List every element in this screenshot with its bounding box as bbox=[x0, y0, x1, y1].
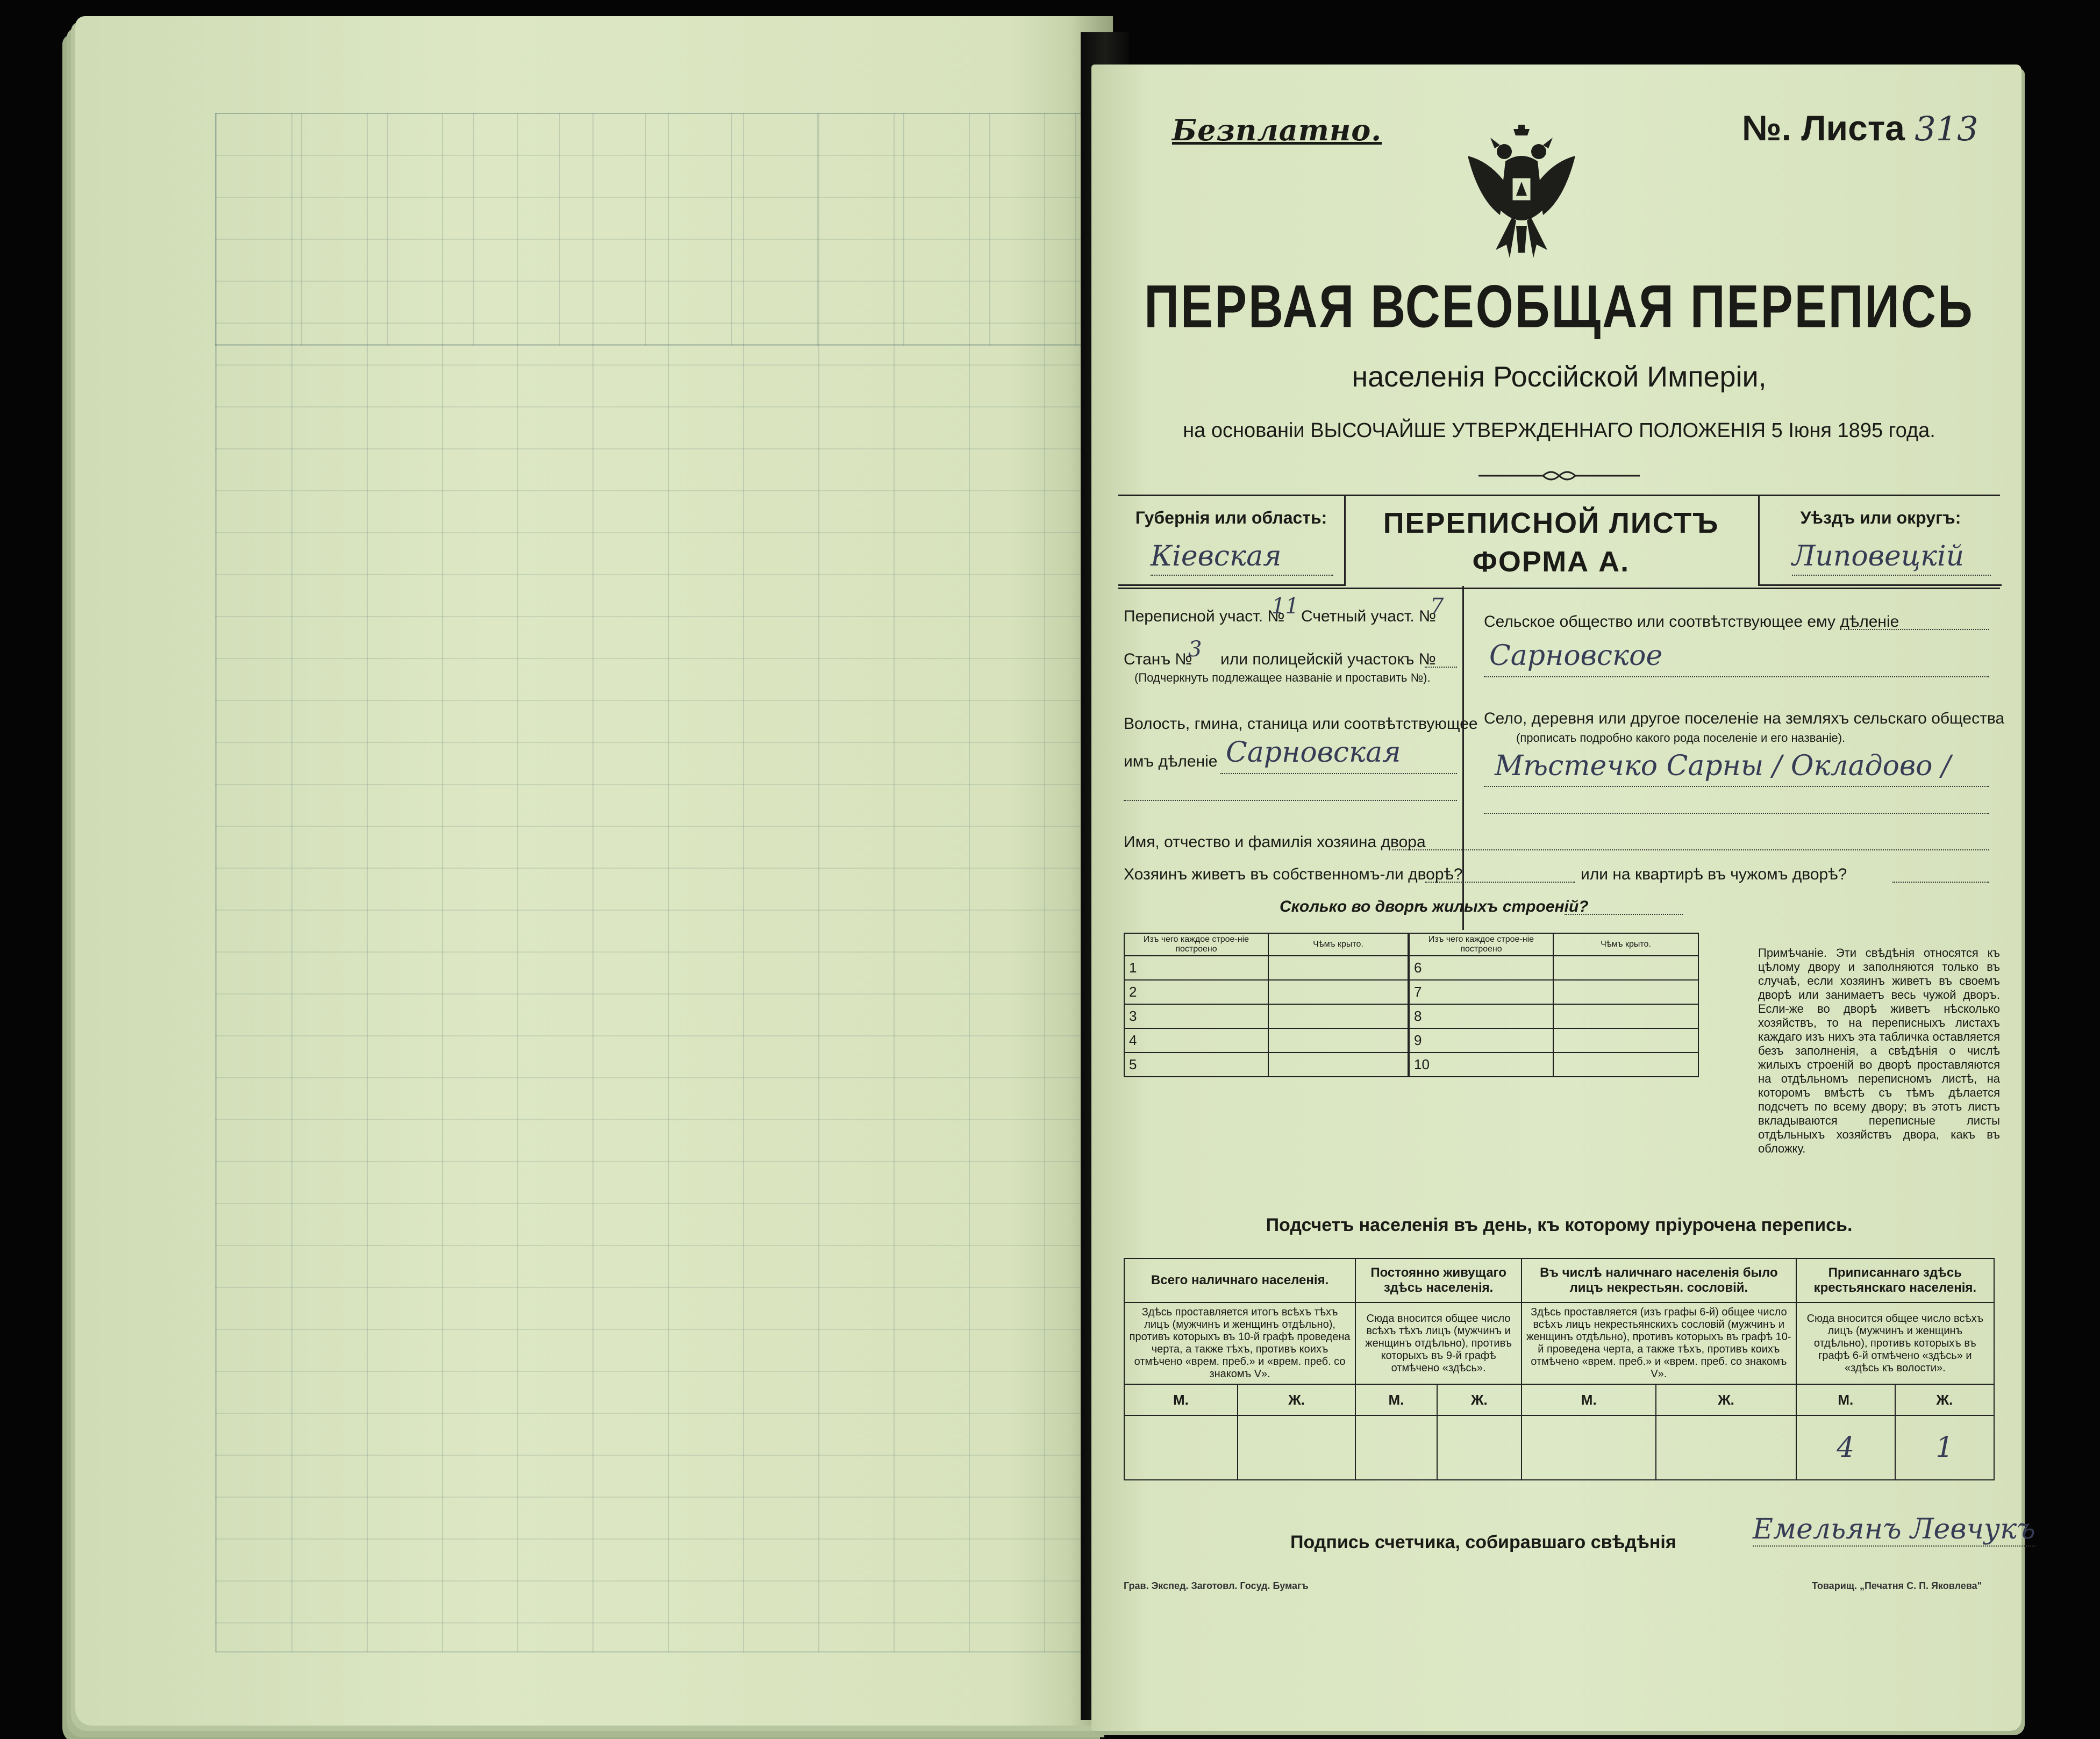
owner-label: Имя, отчество и фамилія хозяина двора bbox=[1124, 833, 1426, 851]
ornament-divider-icon bbox=[1473, 468, 1645, 484]
buildings-count-field[interactable] bbox=[1565, 914, 1683, 915]
buildings-col-material: Изъ чего каждое строе-ніе построено bbox=[1409, 933, 1553, 956]
imperial-eagle-icon bbox=[1462, 124, 1581, 263]
police-label: или полицейскій участокъ № bbox=[1220, 650, 1436, 668]
population-col-head: Постоянно живущаго здѣсь населенія. bbox=[1355, 1258, 1522, 1303]
society-value[interactable]: Сарновское bbox=[1489, 640, 1663, 672]
population-table bbox=[1124, 1258, 1995, 1480]
table-row bbox=[1409, 956, 1698, 980]
province-label: Губернія или область: bbox=[1135, 508, 1327, 527]
table-row bbox=[1124, 1004, 1408, 1028]
owner-own-field[interactable] bbox=[1425, 882, 1575, 883]
volost-field-extra[interactable] bbox=[1124, 800, 1457, 801]
province-cell bbox=[1118, 496, 1346, 586]
roof-cell[interactable] bbox=[1553, 1028, 1698, 1053]
buildings-col-roof: Чѣмъ крыто. bbox=[1553, 933, 1698, 956]
form-header-box bbox=[1118, 495, 2000, 589]
count-section-label: Счетный участ. № bbox=[1301, 607, 1437, 625]
volost-label-2: имъ дѣленіе bbox=[1124, 753, 1218, 770]
stan-label: Станъ № bbox=[1124, 650, 1192, 668]
row-number: 9 bbox=[1409, 1028, 1553, 1053]
sheet-number-value: 313 bbox=[1915, 109, 1978, 148]
table-row bbox=[1409, 1053, 1698, 1077]
table-row bbox=[1409, 980, 1698, 1004]
resident-female-value[interactable] bbox=[1437, 1415, 1522, 1480]
village-label: Село, деревня или другое поселеніе на земляхъ сельскаго общества bbox=[1484, 710, 2005, 727]
table-row bbox=[1124, 1053, 1408, 1077]
census-section-value[interactable]: 11 bbox=[1272, 594, 1299, 619]
roof-cell[interactable] bbox=[1553, 956, 1698, 980]
male-label: М. bbox=[1124, 1384, 1238, 1415]
free-label: Безплатно. bbox=[1172, 113, 1382, 147]
total-male-value[interactable] bbox=[1124, 1415, 1238, 1480]
table-row bbox=[1124, 980, 1408, 1004]
owner-rent-field[interactable] bbox=[1892, 882, 1989, 883]
population-col-head: Приписаннаго здѣсь крестьянскаго населенія. bbox=[1796, 1258, 1994, 1303]
population-col-head: Въ числѣ наличнаго населенія было лицъ некрестьян. сословій. bbox=[1522, 1258, 1796, 1303]
row-number: 6 bbox=[1409, 956, 1553, 980]
row-number: 10 bbox=[1409, 1053, 1553, 1077]
district-value[interactable]: Липовецкій bbox=[1792, 540, 1991, 576]
form-main-title: ПЕРВАЯ ВСЕОБЩАЯ ПЕРЕПИСЬ bbox=[1144, 273, 1974, 341]
roof-cell[interactable] bbox=[1268, 1053, 1408, 1077]
roof-cell[interactable] bbox=[1268, 956, 1408, 980]
row-number: 7 bbox=[1409, 980, 1553, 1004]
form-legal-basis: на основаніи ВЫСОЧАЙШЕ УТВЕРЖДЕННАГО ПОЛОЖЕНІЯ 5 Іюня 1895 года. bbox=[1183, 419, 1935, 442]
village-field[interactable] bbox=[1484, 786, 1989, 787]
owner-question-rent: или на квартирѣ въ чужомъ дворѣ? bbox=[1581, 865, 1847, 883]
population-section-title: Подсчетъ населенія въ день, къ которому пріурочена перепись. bbox=[1266, 1215, 1853, 1235]
roof-cell[interactable] bbox=[1268, 980, 1408, 1004]
village-hint: (прописать подробно какого рода поселеніе и его названіе). bbox=[1516, 731, 1846, 745]
peasant-male-value[interactable]: 4 bbox=[1796, 1415, 1895, 1480]
female-label: Ж. bbox=[1895, 1384, 1994, 1415]
left-page bbox=[75, 16, 1113, 1726]
census-form bbox=[1118, 108, 2035, 1602]
male-label: М. bbox=[1522, 1384, 1656, 1415]
volost-field[interactable] bbox=[1220, 773, 1457, 774]
male-label: М. bbox=[1355, 1384, 1437, 1415]
roof-cell[interactable] bbox=[1268, 1028, 1408, 1053]
sheet-number-label: №. Листа bbox=[1742, 108, 1905, 148]
roof-cell[interactable] bbox=[1553, 1053, 1698, 1077]
female-label: Ж. bbox=[1238, 1384, 1355, 1415]
society-field[interactable] bbox=[1484, 676, 1989, 677]
row-number: 5 bbox=[1124, 1053, 1268, 1077]
buildings-table-right bbox=[1409, 933, 1699, 1077]
village-value[interactable]: Мѣстечко Сарны / Окладово / bbox=[1495, 750, 1951, 782]
imprint-left: Грав. Экспед. Заготовл. Госуд. Бумагъ bbox=[1124, 1580, 1309, 1591]
enumerator-signature-value[interactable]: Емельянъ Левчукъ bbox=[1753, 1513, 2035, 1545]
buildings-question: Сколько во дворѣ жилыхъ строеній? bbox=[1280, 898, 1589, 915]
society-field-top[interactable] bbox=[1844, 629, 1989, 630]
volost-value[interactable]: Сарновская bbox=[1226, 736, 1401, 769]
table-row bbox=[1124, 956, 1408, 980]
form-title-line1: ПЕРЕПИСНОЙ ЛИСТЪ bbox=[1383, 507, 1719, 539]
table-row bbox=[1409, 1004, 1698, 1028]
population-col-desc: Сюда вносится общее число всѣхъ тѣхъ лицъ (мужчинъ и женщинъ отдѣльно), противъ которыхъ въ 9-й графѣ отмѣчено «здѣсь». bbox=[1355, 1303, 1522, 1384]
population-col-head: Всего наличнаго населенія. bbox=[1124, 1258, 1355, 1303]
buildings-table-left bbox=[1124, 933, 1409, 1077]
buildings-note: Примѣчаніе. Эти свѣдѣнія относятся къ цѣлому двору и заполняются только въ случаѣ, если хозяинъ живетъ въ своемъ дворѣ или занимаетъ весь чужой дворъ. Если-же во дворѣ живетъ нѣсколько хозяйствъ, то на переписныхъ листахъ каждаго изъ нихъ эта табличка оставляется безъ заполненія, а свѣдѣнія о числѣ жилыхъ строеній во дворѣ проставляются на отдѣльномъ переписномъ листѣ, на которомъ вмѣстѣ съ тѣмъ дѣлается подсчетъ по всему двору; въ этотъ листъ вкладываются переписные листы отдѣльныхъ хозяйствъ двора, какъ въ обложку. bbox=[1758, 946, 2000, 1155]
row-number: 1 bbox=[1124, 956, 1268, 980]
society-label: Сельское общество или соотвѣтствующее ему дѣленіе bbox=[1484, 613, 1899, 631]
population-col-desc: Здѣсь проставляется итогъ всѣхъ тѣхъ лицъ (мужчинъ и женщинъ отдѣльно), противъ которыхъ въ 10-й графѣ проведена черта, а также тѣхъ, противъ коихъ отмѣчено «врем. преб.» и «врем. преб. со знакомъ V». bbox=[1124, 1303, 1355, 1384]
district-cell bbox=[1758, 496, 2002, 586]
village-field-extra[interactable] bbox=[1484, 813, 1989, 814]
volost-label-1: Волость, гмина, станица или соотвѣтствующее bbox=[1124, 715, 1478, 733]
form-title-line2: ФОРМА А. bbox=[1472, 546, 1630, 578]
owner-question-own: Хозяинъ живетъ въ собственномъ-ли дворѣ? bbox=[1124, 865, 1463, 883]
sheet-number bbox=[1742, 108, 1978, 148]
count-section-value[interactable]: 7 bbox=[1430, 594, 1444, 619]
owner-field[interactable] bbox=[1392, 849, 1989, 850]
resident-male-value[interactable] bbox=[1355, 1415, 1437, 1480]
form-subtitle: населенія Россійской Имперіи, bbox=[1352, 361, 1767, 393]
female-label: Ж. bbox=[1656, 1384, 1796, 1415]
stan-hint: (Подчеркнуть подлежащее названіе и проставить №). bbox=[1134, 671, 1431, 684]
roof-cell[interactable] bbox=[1268, 1004, 1408, 1028]
row-number: 4 bbox=[1124, 1028, 1268, 1053]
census-section-label: Переписной участ. № bbox=[1124, 607, 1285, 625]
stan-value[interactable]: 3 bbox=[1188, 637, 1202, 662]
table-row bbox=[1124, 1028, 1408, 1053]
police-field[interactable] bbox=[1425, 667, 1457, 668]
female-label: Ж. bbox=[1437, 1384, 1522, 1415]
population-col-desc: Сюда вносится общее число всѣхъ лицъ (мужчинъ и женщинъ отдѣльно), противъ которыхъ въ графѣ 6-й отмѣчено «здѣсь» и «здѣсь къ волости». bbox=[1796, 1303, 1994, 1384]
peasant-female-value[interactable]: 1 bbox=[1895, 1415, 1994, 1480]
non-peasant-female-value[interactable] bbox=[1656, 1415, 1796, 1480]
buildings-col-material: Изъ чего каждое строе-ніе построено bbox=[1124, 933, 1268, 956]
buildings-col-roof: Чѣмъ крыто. bbox=[1268, 933, 1408, 956]
row-number: 3 bbox=[1124, 1004, 1268, 1028]
imprint-right: Товарищ. „Печатня С. П. Яковлева" bbox=[1812, 1580, 1982, 1591]
table-row bbox=[1409, 1028, 1698, 1053]
left-page-ghost-grid bbox=[215, 113, 1120, 1652]
enumerator-signature-label: Подпись счетчика, собиравшаго свѣдѣнія bbox=[1290, 1532, 1676, 1552]
roof-cell[interactable] bbox=[1553, 980, 1698, 1004]
non-peasant-male-value[interactable] bbox=[1522, 1415, 1656, 1480]
male-label: М. bbox=[1796, 1384, 1895, 1415]
form-title bbox=[1344, 504, 1758, 581]
roof-cell[interactable] bbox=[1553, 1004, 1698, 1028]
row-number: 2 bbox=[1124, 980, 1268, 1004]
population-col-desc: Здѣсь проставляется (изъ графы 6-й) общее число всѣхъ лицъ некрестьянскихъ сословій (мужчинъ и женщинъ отдѣльно), противъ которыхъ въ графѣ 10-й проведена черта, а также тѣхъ, противъ коихъ отмѣчено «врем. преб.» и «врем. преб. со знакомъ V». bbox=[1522, 1303, 1796, 1384]
row-number: 8 bbox=[1409, 1004, 1553, 1028]
total-female-value[interactable] bbox=[1238, 1415, 1355, 1480]
province-value[interactable]: Кіевская bbox=[1151, 540, 1333, 576]
district-label: Уѣздъ или округъ: bbox=[1800, 508, 1961, 527]
